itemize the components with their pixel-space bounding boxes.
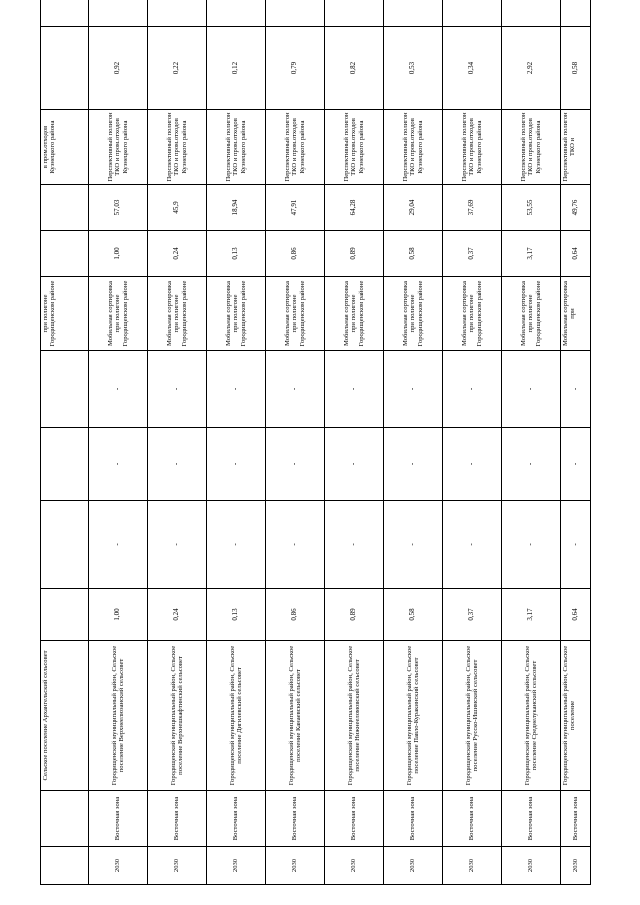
- cell-facility: Мобильная сортировка при полигоне Городищенском районе: [207, 277, 266, 351]
- table-row: [502, 0, 561, 885]
- cell-value: 0,24: [148, 231, 207, 277]
- cell-zone: Восточная зона: [502, 791, 561, 847]
- cell-value: [561, 0, 591, 27]
- cell-value: -: [148, 428, 207, 501]
- cell-value: 0,86: [266, 231, 325, 277]
- cell-value: -: [266, 351, 325, 428]
- cell-value: -: [561, 501, 591, 589]
- cell-municipality: Городищенский муниципальный район, Сельское поселение Русско-Ишимский сельсовет: [443, 641, 502, 791]
- cell-municipality: Городищенский муниципальный район, Сельское поселение Верхнеелюзанский сельсовет: [89, 641, 148, 791]
- cell-value: [41, 27, 89, 110]
- cell-facility: Перспективный полигон ТКО и пром.отходов Кузнецкого района: [207, 110, 266, 185]
- cell-value: -: [325, 428, 384, 501]
- cell-value: -: [443, 428, 502, 501]
- cell-facility: Мобильная сортировка при полигоне Городищенском районе: [89, 277, 148, 351]
- cell-facility: Мобильная сортировка при полигоне Городищенском районе: [148, 277, 207, 351]
- cell-value: -: [207, 351, 266, 428]
- cell-value: -: [384, 501, 443, 589]
- cell-year: 2030: [89, 847, 148, 885]
- cell-municipality: Городищенский муниципальный район, Сельское поселение Канаевский сельсовет: [266, 641, 325, 791]
- cell-zone: Восточная зона: [148, 791, 207, 847]
- cell-value: [41, 428, 89, 501]
- cell-value: 49,76: [561, 185, 591, 231]
- cell-year: 2030: [148, 847, 207, 885]
- table-row: [266, 0, 325, 885]
- cell-value: [325, 0, 384, 27]
- cell-value: -: [443, 351, 502, 428]
- cell-zone: Восточная зона: [266, 791, 325, 847]
- table-row: [561, 0, 591, 885]
- cell-year: 2030: [325, 847, 384, 885]
- cell-facility: Мобильная сортировка при полигоне Городищенском районе: [266, 277, 325, 351]
- cell-value: -: [384, 351, 443, 428]
- cell-value: 0,37: [443, 589, 502, 641]
- cell-value: [41, 185, 89, 231]
- cell-value: -: [325, 501, 384, 589]
- cell-value: 0,58: [561, 27, 591, 110]
- cell-value: -: [266, 501, 325, 589]
- cell-year: 2030: [207, 847, 266, 885]
- cell-value: 0,79: [266, 27, 325, 110]
- cell-value: [89, 0, 148, 27]
- table-row: [384, 0, 443, 885]
- cell-value: [266, 0, 325, 27]
- cell-value: 18,94: [207, 185, 266, 231]
- cell-year: 2030: [266, 847, 325, 885]
- table-row: [443, 0, 502, 885]
- cell-municipality: Городищенский муниципальный район, Сельское поселение: [561, 641, 591, 791]
- cell-value: [41, 589, 89, 641]
- cell-value: 0,34: [443, 27, 502, 110]
- cell-facility: Мобильная сортировка при полигоне Городищенском районе: [502, 277, 561, 351]
- cell-facility: Перспективный полигон ТКО и пром.отходов Кузнецкого района: [266, 110, 325, 185]
- cell-facility: Перспективный полигон ТКО и пром.отходов Кузнецкого района: [502, 110, 561, 185]
- cell-municipality: Сельское поселение Архангельский сельсовет: [41, 641, 89, 791]
- cell-value: 45,9: [148, 185, 207, 231]
- cell-value: 0,82: [325, 27, 384, 110]
- cell-value: 0,24: [148, 589, 207, 641]
- cell-value: 0,37: [443, 231, 502, 277]
- cell-value: 0,89: [325, 231, 384, 277]
- cell-zone: [41, 791, 89, 847]
- cell-facility: при полигоне Городищенском районе: [41, 277, 89, 351]
- waste-flow-table: [40, 0, 591, 885]
- cell-value: 37,69: [443, 185, 502, 231]
- cell-municipality: Городищенский муниципальный район, Сельское поселение Дигилевский сельсовет: [207, 641, 266, 791]
- cell-value: 0,92: [89, 27, 148, 110]
- cell-value: -: [148, 501, 207, 589]
- cell-facility: Мобильная сортировка при полигоне Городищенском районе: [325, 277, 384, 351]
- cell-municipality: Городищенский муниципальный район, Сельское поселение Нижнееломовский сельсовет: [325, 641, 384, 791]
- cell-facility: Перспективный полигон ТКО и пром.отходов Кузнецкого района: [443, 110, 502, 185]
- cell-year: 2030: [502, 847, 561, 885]
- cell-value: -: [384, 428, 443, 501]
- table-row: [325, 0, 384, 885]
- cell-value: -: [443, 501, 502, 589]
- cell-value: 0,86: [266, 589, 325, 641]
- cell-value: 0,12: [207, 27, 266, 110]
- cell-value: -: [207, 501, 266, 589]
- cell-value: 3,17: [502, 589, 561, 641]
- cell-zone: Восточная зона: [207, 791, 266, 847]
- cell-value: 0,13: [207, 231, 266, 277]
- cell-facility: Перспективный полигон ТКО и: [561, 110, 591, 185]
- cell-zone: Восточная зона: [89, 791, 148, 847]
- cell-value: [443, 0, 502, 27]
- cell-year: 2030: [384, 847, 443, 885]
- cell-year: 2030: [561, 847, 591, 885]
- cell-value: 0,22: [148, 27, 207, 110]
- table-row: [148, 0, 207, 885]
- cell-zone: Восточная зона: [325, 791, 384, 847]
- cell-facility: Мобильная сортировка при: [561, 277, 591, 351]
- cell-value: 0,89: [325, 589, 384, 641]
- rotated-table-wrapper: [40, 20, 590, 885]
- cell-value: 0,58: [384, 231, 443, 277]
- cell-value: -: [148, 351, 207, 428]
- cell-facility: Перспективный полигон ТКО и пром.отходов Кузнецкого района: [148, 110, 207, 185]
- cell-facility: Перспективный полигон ТКО и пром.отходов Кузнецкого района: [325, 110, 384, 185]
- cell-value: 53,55: [502, 185, 561, 231]
- cell-value: -: [561, 351, 591, 428]
- cell-municipality: Городищенский муниципальный район, Сельское поселение Верхнешкафтинский сельсовет: [148, 641, 207, 791]
- cell-zone: Восточная зона: [384, 791, 443, 847]
- table-row: [89, 0, 148, 885]
- cell-zone: Восточная зона: [561, 791, 591, 847]
- cell-zone: Восточная зона: [443, 791, 502, 847]
- cell-value: -: [89, 501, 148, 589]
- cell-facility: Мобильная сортировка при полигоне Городищенском районе: [443, 277, 502, 351]
- cell-value: 1,00: [89, 231, 148, 277]
- cell-facility: Перспективный полигон ТКО и пром.отходов Кузнецкого района: [89, 110, 148, 185]
- cell-facility: в пром.отходов Кузнецкого района: [41, 110, 89, 185]
- cell-value: 64,28: [325, 185, 384, 231]
- cell-value: [41, 351, 89, 428]
- cell-value: -: [502, 351, 561, 428]
- cell-value: -: [502, 501, 561, 589]
- cell-value: 0,64: [561, 231, 591, 277]
- cell-value: [41, 0, 89, 27]
- cell-value: -: [89, 428, 148, 501]
- cell-value: 0,53: [384, 27, 443, 110]
- cell-value: [148, 0, 207, 27]
- cell-value: [384, 0, 443, 27]
- cell-year: [41, 847, 89, 885]
- table-row: [207, 0, 266, 885]
- cell-value: 2,92: [502, 27, 561, 110]
- cell-value: 3,17: [502, 231, 561, 277]
- cell-value: -: [561, 428, 591, 501]
- cell-year: 2030: [443, 847, 502, 885]
- cell-value: 0,64: [561, 589, 591, 641]
- cell-municipality: Городищенский муниципальный район, Сельское поселение Среднелуканский сельсовет: [502, 641, 561, 791]
- cell-value: 0,13: [207, 589, 266, 641]
- cell-value: [207, 0, 266, 27]
- cell-facility: Перспективный полигон ТКО и пром.отходов Кузнецкого района: [384, 110, 443, 185]
- cell-value: 29,04: [384, 185, 443, 231]
- cell-value: 0,58: [384, 589, 443, 641]
- cell-value: 57,03: [89, 185, 148, 231]
- cell-value: -: [89, 351, 148, 428]
- cell-value: 47,91: [266, 185, 325, 231]
- cell-value: [41, 231, 89, 277]
- cell-value: -: [502, 428, 561, 501]
- table-row: [41, 0, 89, 885]
- cell-value: -: [325, 351, 384, 428]
- cell-value: -: [266, 428, 325, 501]
- cell-value: [41, 501, 89, 589]
- cell-facility: Мобильная сортировка при полигоне Городищенском районе: [384, 277, 443, 351]
- cell-value: 1,00: [89, 589, 148, 641]
- cell-municipality: Городищенский муниципальный район, Сельское поселение Павло-Куракинский сельсовет: [384, 641, 443, 791]
- cell-value: [502, 0, 561, 27]
- cell-value: -: [207, 428, 266, 501]
